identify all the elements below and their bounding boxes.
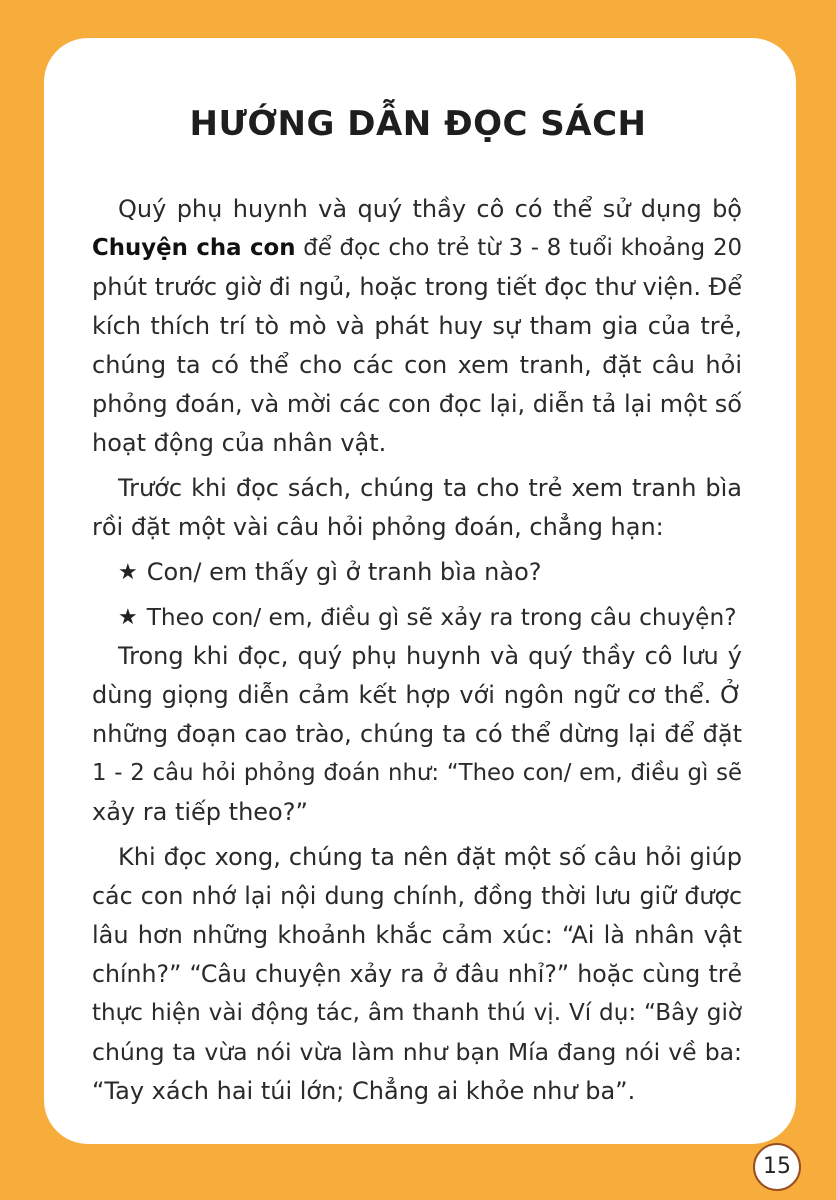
text-line: phút trước giờ đi ngủ, hoặc trong tiết đọc thư viện. Để: [92, 273, 742, 301]
text-line: [92, 229, 742, 268]
paragraph-2: [92, 469, 742, 547]
text-line: Khi đọc xong, chúng ta nên đặt một số câu hỏi giúp: [118, 843, 742, 871]
star-icon: ★: [118, 605, 138, 630]
text-line: dùng giọng diễn cảm kết hợp với ngôn ngữ cơ thể. Ở: [92, 681, 742, 709]
bullet-text: Con/ em thấy gì ở tranh bìa nào?: [146, 558, 542, 586]
text-line: chính?” “Câu chuyện xảy ra ở đâu nhỉ?” hoặc cùng trẻ: [92, 960, 742, 988]
text-line: phỏng đoán, và mời các con đọc lại, diễn tả lại một số: [92, 390, 742, 418]
text-line: 1 - 2 câu hỏi phỏng đoán như: “Theo con/ em, điều gì sẽ: [92, 760, 742, 786]
text-line: Trước khi đọc sách, chúng ta cho trẻ xem tranh bìa: [118, 474, 742, 502]
text-line: các con nhớ lại nội dung chính, đồng thời lưu giữ được: [92, 882, 742, 910]
bullet-text: Theo con/ em, điều gì sẽ xảy ra trong câu chuyện?: [146, 604, 737, 631]
body-text: [92, 190, 742, 1111]
text-line: rồi đặt một vài câu hỏi phỏng đoán, chẳng hạn:: [92, 513, 664, 541]
text-line: Trong khi đọc, quý phụ huynh và quý thầy cô lưu ý: [118, 642, 742, 670]
text-line: xảy ra tiếp theo?”: [92, 798, 308, 826]
text-line: Quý phụ huynh và quý thầy cô có thể sử dụng bộ: [118, 195, 742, 223]
page-title: HƯỚNG DẪN ĐỌC SÁCH: [189, 104, 647, 144]
text-line: hoạt động của nhân vật.: [92, 429, 387, 457]
series-title: Chuyện cha con: [92, 235, 296, 261]
text-line: kích thích trí tò mò và phát huy sự tham gia của trẻ,: [92, 312, 742, 340]
text-line: những đoạn cao trào, chúng ta có thể dừng lại để đặt: [92, 720, 742, 748]
bullet-item: [92, 598, 742, 637]
paragraph-3: [92, 637, 742, 832]
star-icon: ★: [118, 560, 138, 585]
bullet-list: [92, 553, 742, 637]
bullet-item: [92, 553, 742, 592]
page-number: 15: [753, 1143, 801, 1191]
text-line: lâu hơn những khoảnh khắc cảm xúc: “Ai là nhân vật: [92, 921, 742, 949]
text-line: chúng ta có thể cho các con xem tranh, đặt câu hỏi: [92, 351, 742, 379]
text-line: chúng ta vừa nói vừa làm như bạn Mía đang nói về ba:: [92, 1038, 742, 1066]
text-line: thực hiện vài động tác, âm thanh thú vị. Ví dụ: “Bây giờ: [92, 1000, 742, 1026]
paragraph-1: [92, 190, 742, 463]
text-span: để đọc cho trẻ từ 3 - 8 tuổi khoảng 20: [295, 235, 742, 261]
paragraph-4: [92, 838, 742, 1111]
text-line: “Tay xách hai túi lớn; Chẳng ai khỏe như ba”.: [92, 1077, 636, 1105]
